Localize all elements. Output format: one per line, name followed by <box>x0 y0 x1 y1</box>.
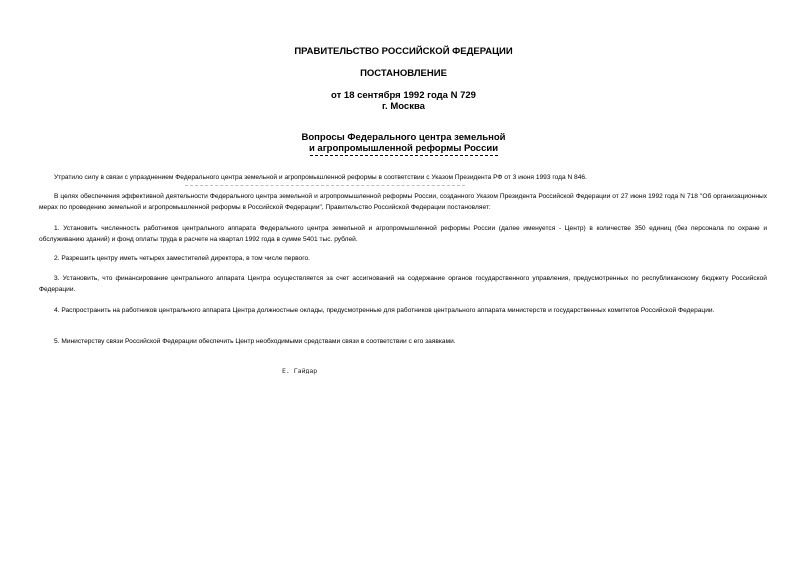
document-authority: ПРАВИТЕЛЬСТВО РОССИЙСКОЙ ФЕДЕРАЦИИ <box>294 46 513 57</box>
title-underline <box>310 155 498 156</box>
repeal-note: Утратило силу в связи с упразднением Федерального центра земельной и агропромышленной реформы в соответствии с Указом Президента РФ от 3 июня 1993 года N 846. <box>54 174 587 181</box>
clause-2-paragraph: 2. Разрешить центру иметь четырех заместителей директора, в том числе первого. <box>54 255 310 262</box>
clause-5-paragraph: 5. Министерству связи Российской Федерации обеспечить Центр необходимыми средствами связи в соответствии с его заявками. <box>54 338 456 345</box>
document-city: г. Москва <box>382 101 425 112</box>
repeal-note-underline <box>185 185 465 186</box>
clause-3-paragraph: 3. Установить, что финансирование центрального аппарата Центра осуществляется за счет ассигнований на содержание органов государственного управления, предусмотренных по республиканскому бюджету Российской Федерации. <box>39 275 767 293</box>
document-title-line1: Вопросы Федерального центра земельной <box>301 132 506 143</box>
preamble-paragraph: В целях обеспечения эффективной деятельности Федерального центра земельной и агропромышленной реформы России, созданного Указом Президента Российской Федерации от 27 июня 1992 года N 718 "Об организационных мерах по проведению земельной и агропромышленной реформы в Российской Федерации", Правительство Российской Федерации постановляет: <box>39 193 767 211</box>
document-type: ПОСТАНОВЛЕНИЕ <box>360 68 447 79</box>
document-date-number: от 18 сентября 1992 года N 729 <box>331 90 476 101</box>
clause-1-paragraph: 1. Установить численность работников центрального аппарата Федерального центра земельной и агропромышленной реформы России (далее именуется - Центр) в количестве 350 единиц (без персонала по охране и обслуживанию зданий) и фонд оплаты труда в расчете на квартал 1992 года в сумме 5401 тыс. рублей. <box>39 225 767 243</box>
signature: Е. Гайдар <box>282 367 318 375</box>
document-title-line2: и агропромышленной реформы России <box>308 143 499 154</box>
clause-4-paragraph: 4. Распространить на работников центрального аппарата Центра должностные оклады, предусмотренные для работников центрального аппарата министерств и государственных комитетов Российской Федерации. <box>54 307 715 314</box>
